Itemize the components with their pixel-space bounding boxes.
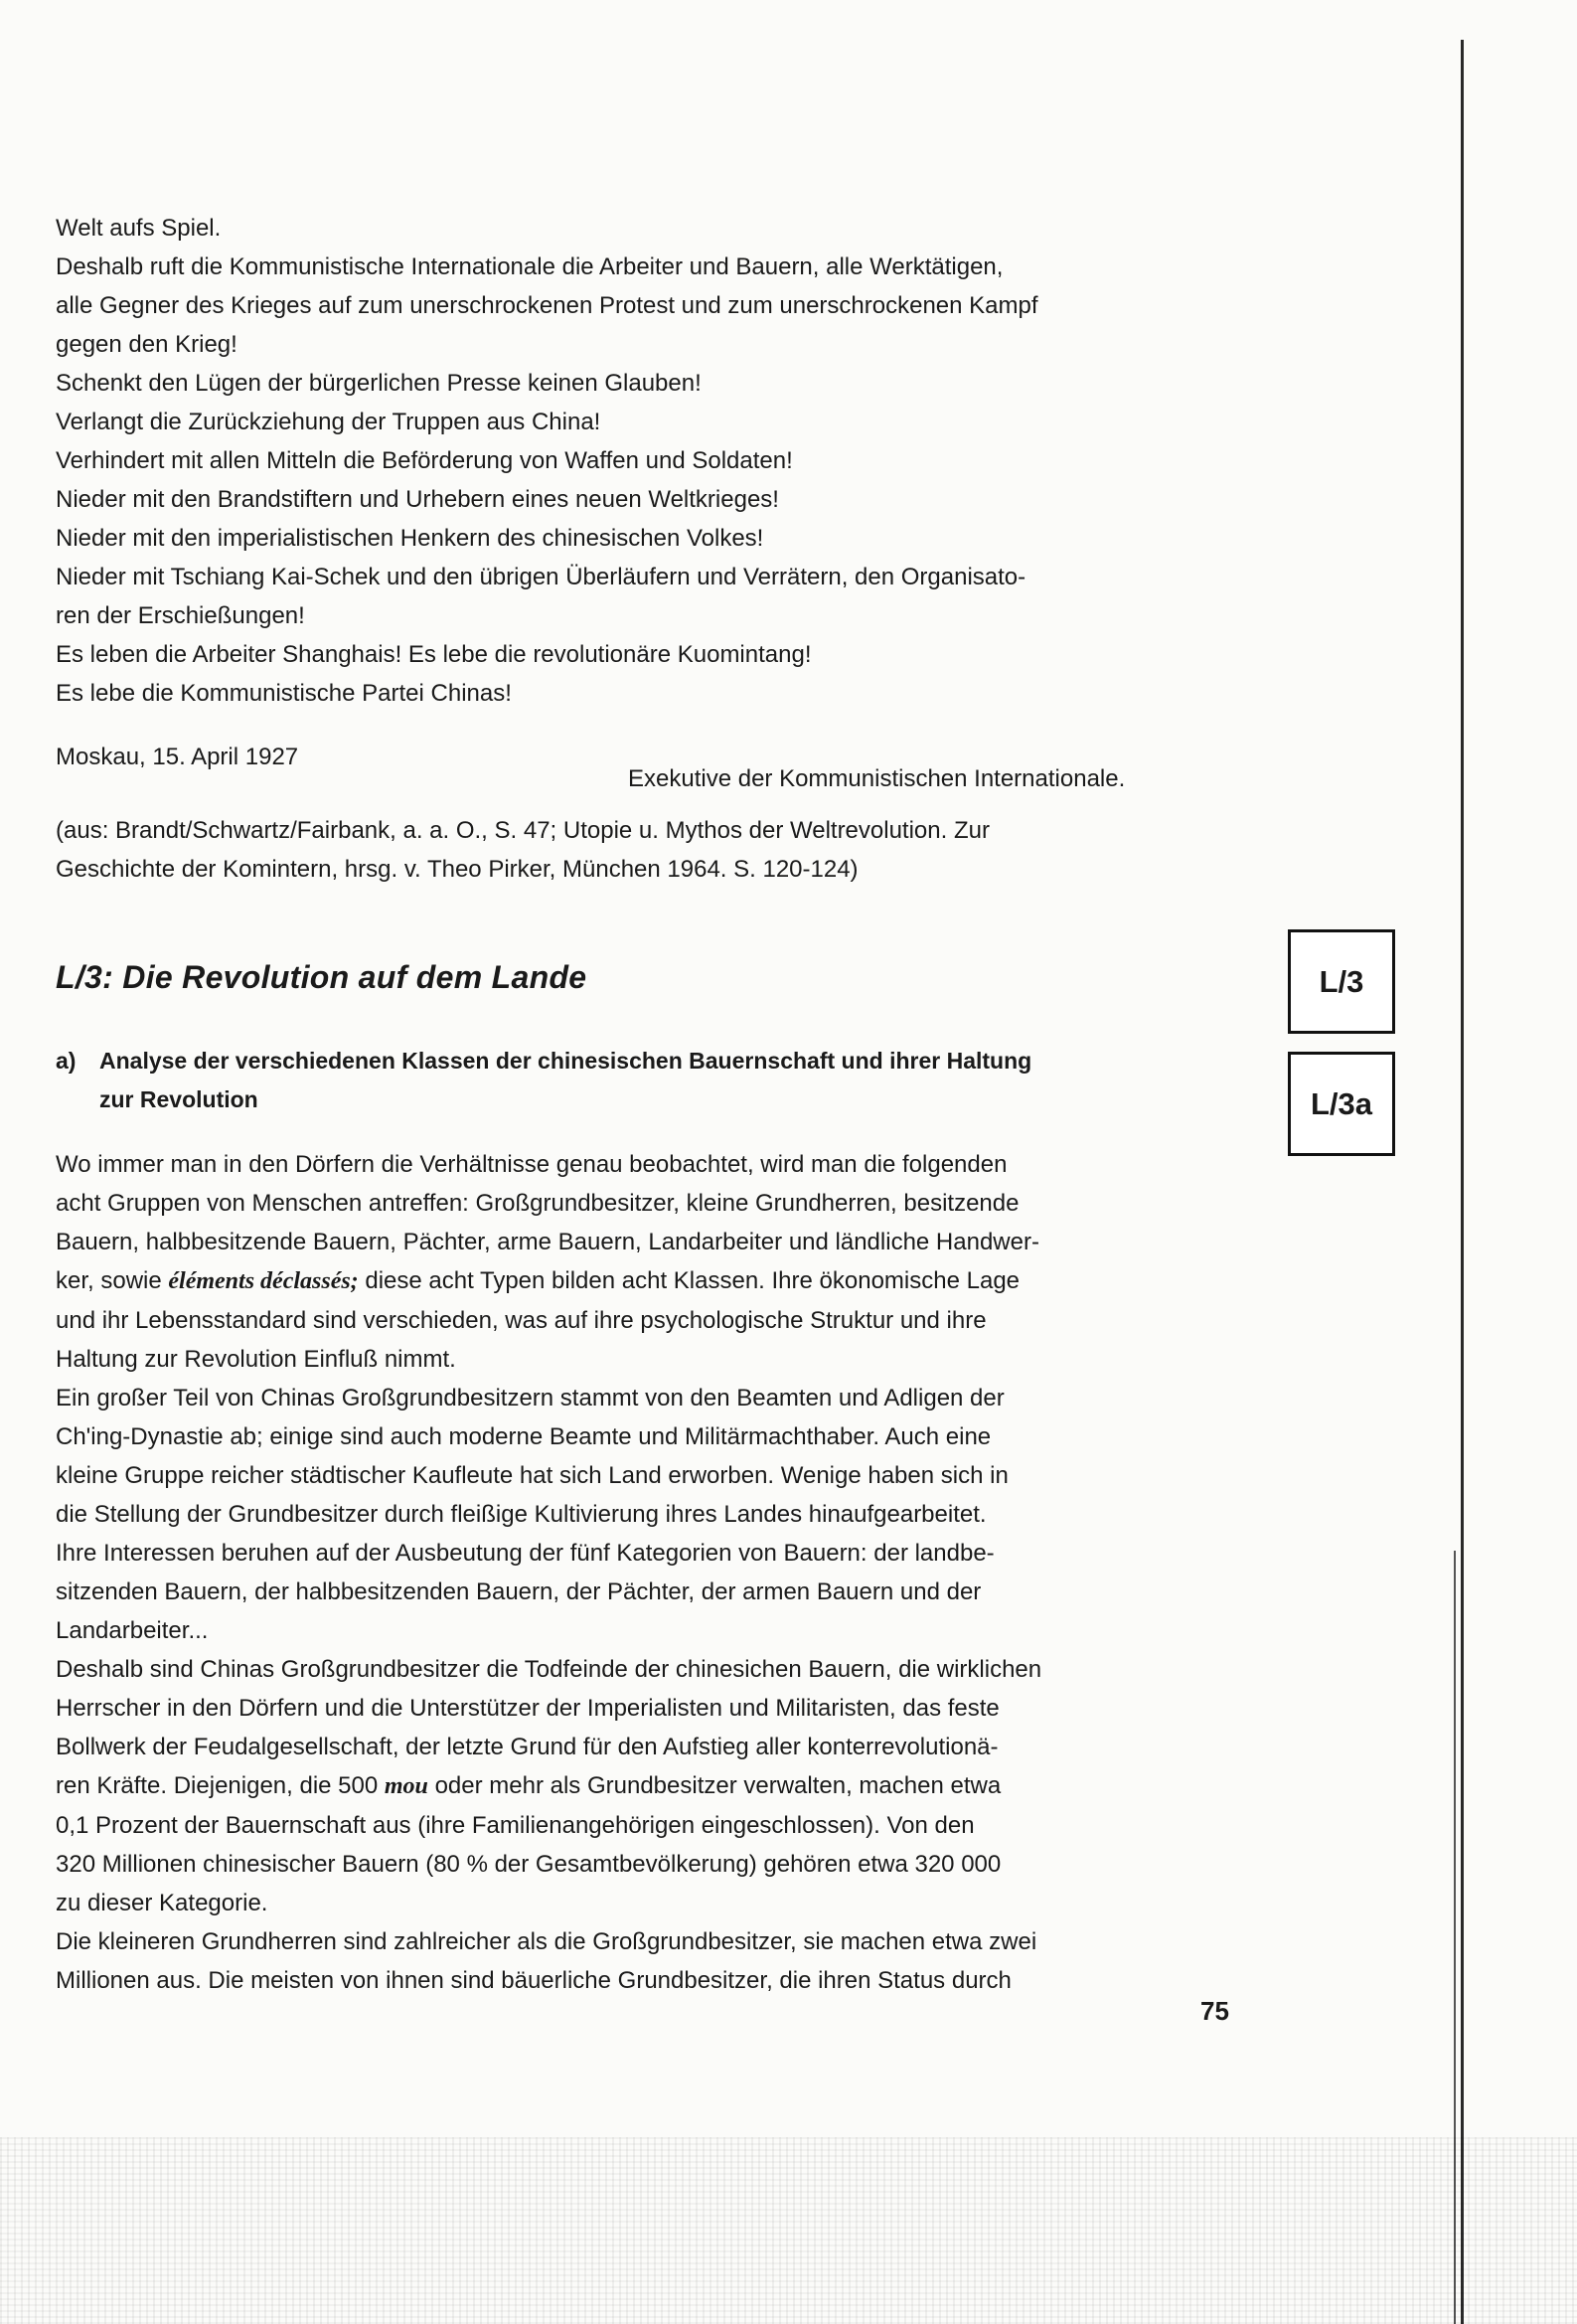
- section-title: L/3: Die Revolution auf dem Lande: [56, 959, 587, 995]
- subsection-line: Analyse der verschiedenen Klassen der chinesischen Bauernschaft und ihrer Haltung: [99, 1048, 1032, 1074]
- appeal-line: Deshalb ruft die Kommunistische Internationale die Arbeiter und Bauern, alle Werktätigen,: [56, 253, 1004, 280]
- body-line: Deshalb sind Chinas Großgrundbesitzer die Todfeinde der chinesichen Bauern, die wirklichen: [56, 1656, 1042, 1683]
- body-line: Bauern, halbbesitzende Bauern, Pächter, arme Bauern, Landarbeiter und ländliche Handwer-: [56, 1229, 1039, 1255]
- signature-organization: Exekutive der Kommunistischen Internationale.: [628, 765, 1126, 792]
- body-line: [56, 1261, 1258, 1301]
- appeal-line: alle Gegner des Krieges auf zum unerschrockenen Protest und zum unerschrockenen Kampf: [56, 292, 1038, 319]
- body-text-span: oder mehr als Grundbesitzer verwalten, machen etwa: [427, 1772, 1002, 1799]
- body-line: die Stellung der Grundbesitzer durch fleißige Kultivierung ihres Landes hinaufgearbeitet.: [56, 1501, 987, 1528]
- appeal-line: Verlangt die Zurückziehung der Truppen aus China!: [56, 409, 601, 435]
- body-text: [56, 1145, 1258, 2000]
- body-line: [56, 1766, 1258, 1806]
- body-line: Herrscher in den Dörfern und die Unterstützer der Imperialisten und Militaristen, das feste: [56, 1695, 1000, 1722]
- body-line: Landarbeiter...: [56, 1617, 209, 1644]
- appeal-line: Schenkt den Lügen der bürgerlichen Presse keinen Glauben!: [56, 370, 702, 397]
- appeal-text: [56, 209, 1258, 713]
- appeal-line: Welt aufs Spiel.: [56, 215, 222, 242]
- body-line: 0,1 Prozent der Bauernschaft aus (ihre Familienangehörigen eingeschlossen). Von den: [56, 1812, 975, 1839]
- emphasis-text: éléments déclassés;: [168, 1268, 359, 1294]
- body-line: Bollwerk der Feudalgesellschaft, der letzte Grund für den Aufstieg aller konterrevolutionä-: [56, 1734, 999, 1760]
- body-line: sitzenden Bauern, der halbbesitzenden Bauern, der Pächter, der armen Bauern und der: [56, 1578, 982, 1605]
- body-line: Haltung zur Revolution Einfluß nimmt.: [56, 1346, 456, 1373]
- body-text-span: diese acht Typen bilden acht Klassen. Ihre ökonomische Lage: [358, 1267, 1021, 1294]
- source-line: Geschichte der Komintern, hrsg. v. Theo Pirker, München 1964. S. 120-124): [56, 856, 859, 883]
- body-line: Wo immer man in den Dörfern die Verhältnisse genau beobachtet, wird man die folgenden: [56, 1151, 1008, 1178]
- appeal-line: Verhindert mit allen Mitteln die Beförderung von Waffen und Soldaten!: [56, 447, 793, 474]
- body-line: und ihr Lebensstandard sind verschieden, was auf ihre psychologische Struktur und ihre: [56, 1307, 987, 1334]
- body-line: 320 Millionen chinesischer Bauern (80 % der Gesamtbevölkerung) gehören etwa 320 000: [56, 1851, 1002, 1878]
- appeal-line: Nieder mit den Brandstiftern und Urhebern eines neuen Weltkrieges!: [56, 486, 779, 513]
- appeal-line: Nieder mit den imperialistischen Henkern des chinesischen Volkes!: [56, 525, 764, 552]
- subsection-marker: a): [56, 1048, 77, 1074]
- body-line: Ihre Interessen beruhen auf der Ausbeutung der fünf Kategorien von Bauern: der landbe-: [56, 1540, 995, 1567]
- page-number: 75: [1200, 1996, 1229, 2026]
- margin-rule: [1461, 40, 1464, 2324]
- body-line: Die kleineren Grundherren sind zahlreicher als die Großgrundbesitzer, sie machen etwa zwei: [56, 1928, 1037, 1955]
- body-line: kleine Gruppe reicher städtischer Kaufleute hat sich Land erworben. Wenige haben sich in: [56, 1462, 1009, 1489]
- body-text-span: ren Kräfte. Diejenigen, die 500: [56, 1772, 385, 1799]
- appeal-line: ren der Erschießungen!: [56, 602, 305, 629]
- section-tag-l3a: L/3a: [1288, 1052, 1395, 1156]
- scan-noise: [0, 2137, 1577, 2324]
- source-line: (aus: Brandt/Schwartz/Fairbank, a. a. O., S. 47; Utopie u. Mythos der Weltrevolution. Zur: [56, 817, 990, 844]
- appeal-line: Es lebe die Kommunistische Partei Chinas!: [56, 680, 512, 707]
- body-line: Ch'ing-Dynastie ab; einige sind auch moderne Beamte und Militärmachthaber. Auch eine: [56, 1423, 992, 1450]
- body-line: Millionen aus. Die meisten von ihnen sind bäuerliche Grundbesitzer, die ihren Status durch: [56, 1967, 1012, 1994]
- signature-place-date: Moskau, 15. April 1927: [56, 744, 299, 770]
- emphasis-text: mou: [384, 1773, 428, 1799]
- subsection-line: zur Revolution: [99, 1086, 258, 1112]
- body-line: Ein großer Teil von Chinas Großgrundbesitzern stammt von den Beamten und Adligen der: [56, 1385, 1005, 1411]
- body-line: acht Gruppen von Menschen antreffen: Großgrundbesitzer, kleine Grundherren, besitzende: [56, 1190, 1020, 1217]
- appeal-line: Nieder mit Tschiang Kai-Schek und den übrigen Überläufern und Verrätern, den Organisato-: [56, 564, 1026, 590]
- body-line: zu dieser Kategorie.: [56, 1890, 268, 1916]
- appeal-line: gegen den Krieg!: [56, 331, 237, 358]
- body-text-span: ker, sowie: [56, 1267, 169, 1294]
- subsection-heading: [56, 1042, 1031, 1119]
- section-tag-l3: L/3: [1288, 929, 1395, 1034]
- source-citation: [56, 811, 1258, 889]
- appeal-line: Es leben die Arbeiter Shanghais! Es lebe die revolutionäre Kuomintang!: [56, 641, 812, 668]
